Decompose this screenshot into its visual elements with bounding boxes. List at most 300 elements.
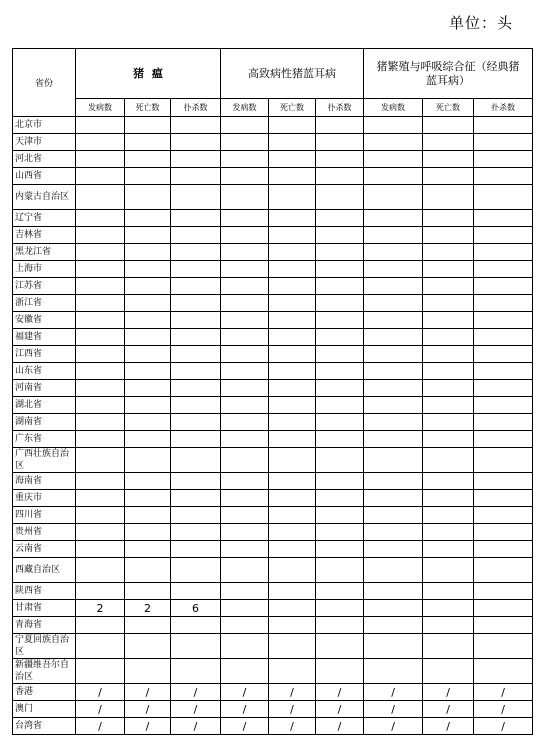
data-cell — [474, 210, 533, 227]
data-cell — [474, 541, 533, 558]
sub-header-deaths: 死亡数 — [125, 99, 171, 117]
data-cell — [316, 431, 364, 448]
data-cell: 2 — [76, 600, 125, 617]
table-row — [13, 244, 533, 261]
data-cell — [474, 168, 533, 185]
data-cell — [269, 507, 316, 524]
data-cell — [221, 473, 269, 490]
data-cell — [316, 210, 364, 227]
data-cell — [316, 261, 364, 278]
data-cell — [316, 380, 364, 397]
data-cell — [423, 659, 474, 684]
data-cell — [125, 134, 171, 151]
data-cell — [221, 431, 269, 448]
data-cell — [316, 227, 364, 244]
province-name: 湖北省 — [13, 397, 76, 414]
data-cell — [171, 380, 221, 397]
data-cell — [76, 244, 125, 261]
data-cell — [125, 151, 171, 168]
data-cell — [474, 617, 533, 634]
data-cell — [269, 524, 316, 541]
data-cell: / — [269, 718, 316, 735]
table-row — [13, 617, 533, 634]
data-cell — [423, 431, 474, 448]
province-name: 山东省 — [13, 363, 76, 380]
data-cell — [125, 346, 171, 363]
data-cell — [316, 617, 364, 634]
province-name: 四川省 — [13, 507, 76, 524]
data-cell — [423, 541, 474, 558]
data-cell — [76, 617, 125, 634]
data-cell — [76, 541, 125, 558]
data-cell — [474, 329, 533, 346]
data-cell — [474, 278, 533, 295]
data-cell — [76, 295, 125, 312]
data-cell — [221, 583, 269, 600]
province-name: 山西省 — [13, 168, 76, 185]
data-cell: / — [364, 701, 423, 718]
table-row — [13, 185, 533, 210]
data-cell — [316, 524, 364, 541]
data-cell — [171, 524, 221, 541]
data-cell — [474, 185, 533, 210]
data-cell — [364, 346, 423, 363]
data-cell — [269, 558, 316, 583]
data-cell — [125, 295, 171, 312]
table-row — [13, 718, 533, 735]
data-cell — [423, 617, 474, 634]
data-cell — [316, 151, 364, 168]
data-cell — [474, 473, 533, 490]
data-cell — [316, 312, 364, 329]
data-cell — [221, 448, 269, 473]
data-cell — [76, 312, 125, 329]
hp-prrs-header: 高致病性猪蓝耳病 — [221, 49, 364, 99]
data-cell — [221, 329, 269, 346]
data-cell — [221, 363, 269, 380]
data-cell — [76, 659, 125, 684]
data-cell — [125, 312, 171, 329]
table-row — [13, 448, 533, 473]
data-cell — [474, 431, 533, 448]
data-cell: / — [125, 701, 171, 718]
data-cell — [364, 151, 423, 168]
data-cell — [171, 659, 221, 684]
data-cell — [125, 363, 171, 380]
data-cell — [474, 448, 533, 473]
data-cell — [171, 414, 221, 431]
data-cell: / — [364, 684, 423, 701]
data-cell — [423, 414, 474, 431]
sub-header-deaths: 死亡数 — [269, 99, 316, 117]
data-cell — [474, 363, 533, 380]
data-cell — [269, 431, 316, 448]
data-cell — [423, 151, 474, 168]
data-cell — [221, 185, 269, 210]
data-cell — [76, 134, 125, 151]
data-cell — [316, 168, 364, 185]
table-row — [13, 329, 533, 346]
data-cell — [269, 210, 316, 227]
data-cell — [474, 600, 533, 617]
data-cell: / — [76, 684, 125, 701]
data-cell — [269, 414, 316, 431]
data-cell — [221, 490, 269, 507]
data-cell — [364, 278, 423, 295]
table-row — [13, 507, 533, 524]
data-cell — [125, 227, 171, 244]
prrs-header: 猪繁殖与呼吸综合征（经典猪蓝耳病） — [364, 49, 533, 99]
province-name: 云南省 — [13, 541, 76, 558]
data-cell: / — [423, 684, 474, 701]
data-cell — [221, 244, 269, 261]
province-name: 台湾省 — [13, 718, 76, 735]
data-cell — [76, 117, 125, 134]
data-cell — [364, 448, 423, 473]
data-cell — [125, 261, 171, 278]
table-row — [13, 312, 533, 329]
data-cell — [171, 363, 221, 380]
table-row — [13, 473, 533, 490]
table-row — [13, 363, 533, 380]
province-name: 陕西省 — [13, 583, 76, 600]
data-cell — [269, 117, 316, 134]
data-cell — [269, 659, 316, 684]
data-cell — [221, 558, 269, 583]
data-cell — [221, 600, 269, 617]
province-name: 甘肃省 — [13, 600, 76, 617]
data-cell — [221, 151, 269, 168]
data-cell — [474, 244, 533, 261]
table-row — [13, 117, 533, 134]
data-cell — [474, 117, 533, 134]
data-cell — [221, 312, 269, 329]
data-cell — [316, 448, 364, 473]
data-cell — [423, 346, 474, 363]
sub-header-deaths: 死亡数 — [423, 99, 474, 117]
data-cell — [423, 168, 474, 185]
data-cell — [474, 346, 533, 363]
data-cell — [474, 380, 533, 397]
data-cell — [474, 634, 533, 659]
data-cell — [269, 244, 316, 261]
data-cell — [316, 134, 364, 151]
data-cell — [364, 227, 423, 244]
sub-header-culled: 扑杀数 — [474, 99, 533, 117]
data-cell — [76, 507, 125, 524]
data-cell — [76, 278, 125, 295]
data-cell — [171, 558, 221, 583]
data-cell — [269, 134, 316, 151]
data-cell — [269, 583, 316, 600]
data-cell — [76, 490, 125, 507]
data-cell — [125, 617, 171, 634]
data-cell — [125, 490, 171, 507]
province-name: 吉林省 — [13, 227, 76, 244]
data-cell — [125, 448, 171, 473]
data-cell — [269, 261, 316, 278]
data-cell — [76, 329, 125, 346]
data-cell — [76, 168, 125, 185]
data-cell — [423, 448, 474, 473]
province-name: 江苏省 — [13, 278, 76, 295]
data-cell — [364, 329, 423, 346]
province-name: 天津市 — [13, 134, 76, 151]
data-cell — [364, 431, 423, 448]
data-cell — [171, 583, 221, 600]
province-name: 新疆维吾尔自治区 — [13, 659, 76, 684]
data-cell — [269, 490, 316, 507]
data-cell — [76, 185, 125, 210]
province-name: 黑龙江省 — [13, 244, 76, 261]
table-row — [13, 261, 533, 278]
province-name: 澳门 — [13, 701, 76, 718]
data-cell — [221, 617, 269, 634]
data-cell — [221, 210, 269, 227]
data-cell — [171, 397, 221, 414]
table-row — [13, 701, 533, 718]
sub-header-cases: 发病数 — [364, 99, 423, 117]
data-cell — [76, 473, 125, 490]
data-cell — [316, 295, 364, 312]
data-cell — [221, 634, 269, 659]
data-cell — [364, 583, 423, 600]
table-row — [13, 168, 533, 185]
data-cell — [423, 507, 474, 524]
data-cell — [474, 414, 533, 431]
data-cell — [316, 117, 364, 134]
province-name: 青海省 — [13, 617, 76, 634]
data-cell — [125, 414, 171, 431]
data-cell — [125, 558, 171, 583]
data-cell — [221, 227, 269, 244]
data-cell — [269, 380, 316, 397]
data-cell — [76, 431, 125, 448]
data-cell — [316, 397, 364, 414]
data-cell — [364, 659, 423, 684]
data-cell: / — [269, 684, 316, 701]
data-cell: / — [221, 684, 269, 701]
data-cell — [221, 261, 269, 278]
data-cell — [423, 329, 474, 346]
data-cell: / — [171, 718, 221, 735]
data-cell — [364, 295, 423, 312]
data-cell: / — [125, 718, 171, 735]
data-cell — [423, 600, 474, 617]
data-cell — [269, 185, 316, 210]
data-cell — [171, 473, 221, 490]
data-cell — [125, 507, 171, 524]
data-cell: / — [269, 701, 316, 718]
data-cell — [316, 659, 364, 684]
data-cell — [171, 244, 221, 261]
data-cell — [423, 558, 474, 583]
data-cell — [364, 380, 423, 397]
data-cell: / — [316, 684, 364, 701]
province-name: 河南省 — [13, 380, 76, 397]
data-cell — [76, 583, 125, 600]
data-cell — [364, 600, 423, 617]
data-cell — [316, 541, 364, 558]
data-cell — [125, 168, 171, 185]
data-cell — [474, 261, 533, 278]
data-cell — [76, 227, 125, 244]
table-row — [13, 346, 533, 363]
data-cell — [423, 134, 474, 151]
data-cell — [269, 227, 316, 244]
data-cell: 2 — [125, 600, 171, 617]
data-cell: 6 — [171, 600, 221, 617]
data-cell — [474, 134, 533, 151]
table-row — [13, 278, 533, 295]
table-row — [13, 431, 533, 448]
data-cell — [316, 600, 364, 617]
data-cell: / — [316, 701, 364, 718]
province-name: 河北省 — [13, 151, 76, 168]
data-cell — [76, 210, 125, 227]
data-cell — [423, 583, 474, 600]
data-cell — [364, 117, 423, 134]
table-row — [13, 151, 533, 168]
data-cell — [171, 278, 221, 295]
data-cell — [423, 278, 474, 295]
data-cell — [364, 634, 423, 659]
table-row — [13, 558, 533, 583]
data-cell — [364, 312, 423, 329]
data-cell — [125, 117, 171, 134]
data-cell — [364, 524, 423, 541]
data-cell — [76, 558, 125, 583]
data-cell — [76, 397, 125, 414]
table-row — [13, 414, 533, 431]
data-cell — [364, 558, 423, 583]
data-cell — [221, 507, 269, 524]
data-cell — [221, 168, 269, 185]
data-cell — [423, 312, 474, 329]
data-cell — [269, 329, 316, 346]
swine-fever-header: 猪 瘟 — [76, 49, 221, 99]
data-cell — [125, 397, 171, 414]
data-cell — [423, 363, 474, 380]
data-cell — [221, 117, 269, 134]
table-row — [13, 380, 533, 397]
data-cell — [125, 380, 171, 397]
data-cell — [269, 634, 316, 659]
province-name: 西藏自治区 — [13, 558, 76, 583]
table-row — [13, 600, 533, 617]
data-cell — [171, 168, 221, 185]
data-cell — [125, 185, 171, 210]
data-cell — [364, 617, 423, 634]
data-cell — [171, 295, 221, 312]
data-cell — [171, 134, 221, 151]
province-name: 北京市 — [13, 117, 76, 134]
data-cell — [125, 473, 171, 490]
data-cell — [364, 363, 423, 380]
data-cell — [269, 168, 316, 185]
unit-label: 单位：头 — [448, 14, 513, 32]
data-cell — [316, 634, 364, 659]
data-cell — [423, 227, 474, 244]
data-cell — [125, 524, 171, 541]
data-cell — [221, 541, 269, 558]
province-name: 湖南省 — [13, 414, 76, 431]
province-name: 上海市 — [13, 261, 76, 278]
province-name: 广东省 — [13, 431, 76, 448]
data-cell — [171, 541, 221, 558]
data-cell — [76, 448, 125, 473]
data-cell — [269, 448, 316, 473]
table-body — [13, 117, 533, 735]
table-row — [13, 583, 533, 600]
data-cell — [171, 312, 221, 329]
data-cell — [171, 329, 221, 346]
data-cell — [269, 346, 316, 363]
data-cell — [364, 134, 423, 151]
table-row — [13, 684, 533, 701]
data-cell — [423, 490, 474, 507]
data-cell — [423, 244, 474, 261]
table-row — [13, 490, 533, 507]
data-cell — [221, 659, 269, 684]
data-cell: / — [316, 718, 364, 735]
data-cell — [364, 210, 423, 227]
province-name: 江西省 — [13, 346, 76, 363]
data-cell: / — [474, 684, 533, 701]
data-cell — [269, 295, 316, 312]
data-cell — [125, 431, 171, 448]
table-row — [13, 210, 533, 227]
data-cell: / — [221, 701, 269, 718]
data-cell — [76, 524, 125, 541]
data-cell — [221, 380, 269, 397]
data-cell: / — [474, 718, 533, 735]
province-name: 广西壮族自治区 — [13, 448, 76, 473]
table-row — [13, 541, 533, 558]
province-name: 安徽省 — [13, 312, 76, 329]
data-cell — [171, 346, 221, 363]
data-cell — [269, 312, 316, 329]
province-name: 宁夏回族自治区 — [13, 634, 76, 659]
data-cell — [474, 558, 533, 583]
province-name: 重庆市 — [13, 490, 76, 507]
data-cell — [269, 600, 316, 617]
data-cell — [76, 380, 125, 397]
data-cell — [316, 185, 364, 210]
data-cell — [474, 295, 533, 312]
data-cell — [316, 329, 364, 346]
table-row — [13, 295, 533, 312]
data-cell: / — [423, 701, 474, 718]
data-cell — [269, 278, 316, 295]
data-cell — [474, 659, 533, 684]
data-cell — [316, 278, 364, 295]
data-cell: / — [76, 718, 125, 735]
data-cell — [125, 329, 171, 346]
data-cell — [125, 541, 171, 558]
data-cell — [221, 346, 269, 363]
data-cell — [423, 397, 474, 414]
table-row — [13, 659, 533, 684]
data-cell — [269, 363, 316, 380]
province-name: 辽宁省 — [13, 210, 76, 227]
data-cell — [364, 185, 423, 210]
table-row — [13, 524, 533, 541]
province-name: 香港 — [13, 684, 76, 701]
data-cell — [269, 397, 316, 414]
data-cell: / — [125, 684, 171, 701]
data-cell — [316, 414, 364, 431]
